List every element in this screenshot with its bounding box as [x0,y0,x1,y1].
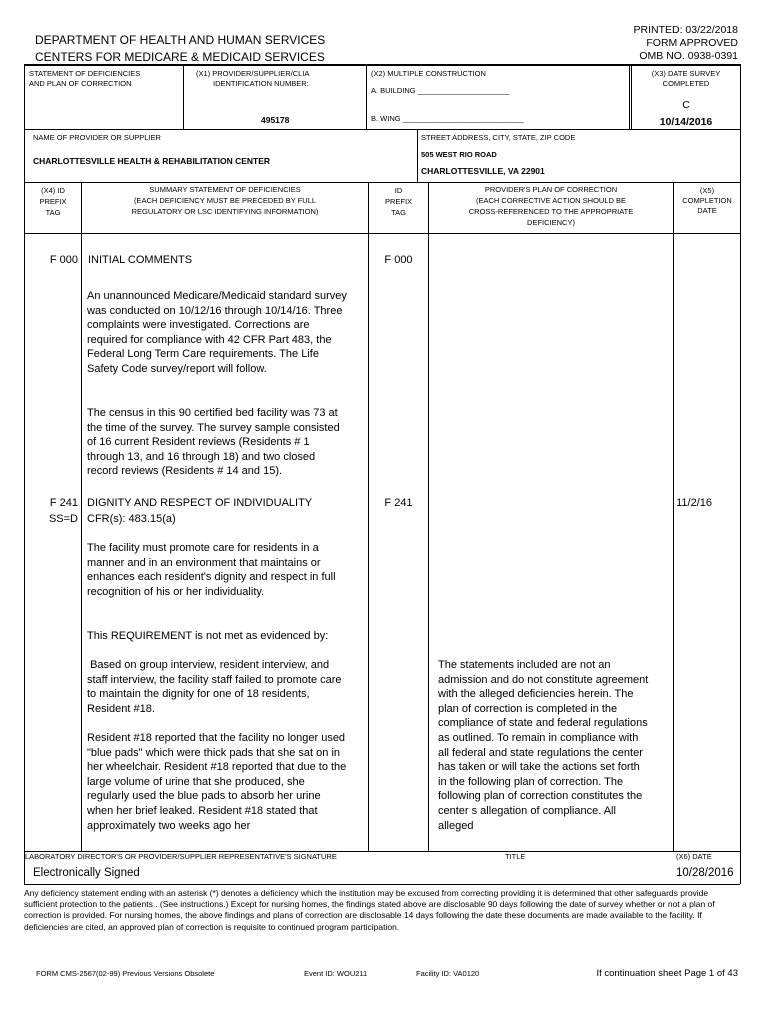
statement-label-2: AND PLAN OF CORRECTION [29,79,132,88]
department-title: DEPARTMENT OF HEALTH AND HUMAN SERVICES [35,33,326,47]
x4-header-2: PREFIX [39,197,67,206]
x3-code: C [682,99,690,111]
id-header-2: PREFIX [384,197,413,206]
plan-header-4: DEFICIENCY) [527,218,575,227]
printed-date: PRINTED: 03/22/2018 [633,24,738,36]
facility-id: Facility ID: VA0120 [416,969,480,978]
x1-label-1: (X1) PROVIDER/SUPPLIER/CLIA [196,69,310,78]
id-header-3: TAG [391,208,406,217]
form-approved: FORM APPROVED [646,37,738,49]
summary-header-1: SUMMARY STATEMENT OF DEFICIENCIES [149,185,301,194]
statement-label-1: STATEMENT OF DEFICIENCIES [29,69,141,78]
x6-date-label: (X6) DATE [676,852,712,861]
plan-of-correction-paragraph: The statements included are not an admission and do not constitute agreement with the alleged deficiencies herein. The plan of correction is completed in the compliance of state and federal regulations as outlined. To remain in compliance with all federal and state regulations the center has taken or will take the actions set forth in the following plan of correction. The following plan of correction constitutes the center s allegation of compliance. All alleged [438,659,649,832]
f241-cfr: CFR(s): 483.15(a) [87,513,176,525]
signature-label: LABORATORY DIRECTOR'S OR PROVIDER/SUPPLIER REPRESENTATIVE'S SIGNATURE [25,852,337,861]
provider-number: 495178 [261,115,290,125]
x5-header-3: DATE [697,206,717,215]
prefix-f241: F 241 [384,497,413,509]
summary-header-3: REGULATORY OR LSC IDENTIFYING INFORMATION) [131,207,319,216]
continuation-page: If continuation sheet Page 1 of 43 [596,968,738,979]
event-id: Event ID: WOU211 [304,969,368,978]
intro-paragraph: An unannounced Medicare/Medicaid standard survey was conducted on 10/12/16 through 10/14/16. Three complaints were investigated. Corrections are required for compliance with 42 CFR Part 483, the Federal Long Term Care requirements. The Life Safety Code survey/report will follow. [87,290,347,375]
x4-header-3: TAG [45,208,61,217]
census-paragraph: The census in this 90 certified bed facility was 73 at the time of the survey. The survey sample consisted of 16 current Resident reviews (Residents # 1 through 13, and 16 through 18) and two closed record reviews (Residents # 14 and 15). [87,407,340,478]
based-on-paragraph: Based on group interview, resident interview, and staff interview, the facility staff failed to promote care to maintain the dignity for one of 18 residents, Resident #18. [87,659,345,715]
plan-header-1: PROVIDER'S PLAN OF CORRECTION [484,185,618,194]
provider-name-label: NAME OF PROVIDER OR SUPPLIER [33,133,161,142]
x2-label: (X2) MULTIPLE CONSTRUCTION [371,69,486,78]
x3-label-2: COMPLETED [662,79,710,88]
wing-label: B. WING _____________________________ [371,114,524,123]
omb-number: OMB NO. 0938-0391 [639,50,738,62]
x1-label-2: IDENTIFICATION NUMBER: [213,79,309,88]
signature-date: 10/28/2016 [676,867,734,879]
summary-header-2: (EACH DEFICIENCY MUST BE PRECEDED BY FULL [133,196,317,205]
signature-value: Electronically Signed [33,867,140,879]
plan-header-2: (EACH CORRECTIVE ACTION SHOULD BE [475,196,627,205]
building-label: A. BUILDING ______________________ [371,86,510,95]
address-label: STREET ADDRESS, CITY, STATE, ZIP CODE [421,133,576,142]
requirement-paragraph: This REQUIREMENT is not met as evidenced by: [87,630,329,642]
x5-header-2: COMPLETION [682,196,732,205]
centers-title: CENTERS FOR MEDICARE & MEDICAID SERVICES [35,50,325,64]
form-number: FORM CMS-2567(02-99) Previous Versions Obsolete [36,969,215,978]
x3-label-1: (X3) DATE SURVEY [651,69,721,78]
tag-f241: F 241 [49,497,78,509]
f241-title: DIGNITY AND RESPECT OF INDIVIDUALITY [87,497,313,509]
street-address: 505 WEST RIO ROAD [421,150,497,159]
completion-date-f241: 11/2/16 [676,497,712,509]
title-label: TITLE [505,852,526,861]
resident-paragraph: Resident #18 reported that the facility no longer used "blue pads" which were thick pads that she sat on in her wheelchair. Resident #18 reported that due to the large volume of urine that she produced, she regularly used the blue pads to absorb her urine when her brief leaked. Resident #18 stated that approximately two weeks ago her [87,732,347,832]
tag-f000: F 000 [49,254,78,266]
id-header-1: ID [394,186,403,195]
prefix-f000: F 000 [384,254,413,266]
disclaimer-text: Any deficiency statement ending with an asterisk (*) denotes a deficiency which the institution may be excused from correcting providing it is determined that other safeguards provide sufficient protection to the patients . (See instructions.) Except for nursing homes, the findings stated above are disclosable 90 days following the date of survey whether or not a plan of correction is provided. For nursing homes, the above findings and plans of correction are disclosable 14 days following the date these documents are made available to the facility. If deficiencies are cited, an approved plan of correction is requisite to continued program participation. [24,888,715,932]
survey-completed-date: 10/14/2016 [659,116,713,128]
initial-comments-title: INITIAL COMMENTS [88,254,193,266]
plan-header-3: CROSS-REFERENCED TO THE APPROPRIATE [468,207,634,216]
city-state-zip: CHARLOTTESVILLE, VA 22901 [421,166,545,176]
x5-header-1: (X5) [699,186,715,195]
dignity-paragraph: The facility must promote care for residents in a manner and in an environment that maintains or enhances each resident's dignity and respect in full recognition of his or her individuality. [87,542,336,598]
scope-severity: SS=D [48,513,78,525]
x4-header-1: (X4) ID [41,186,65,195]
provider-name: CHARLOTTESVILLE HEALTH & REHABILITATION CENTER [33,156,271,166]
